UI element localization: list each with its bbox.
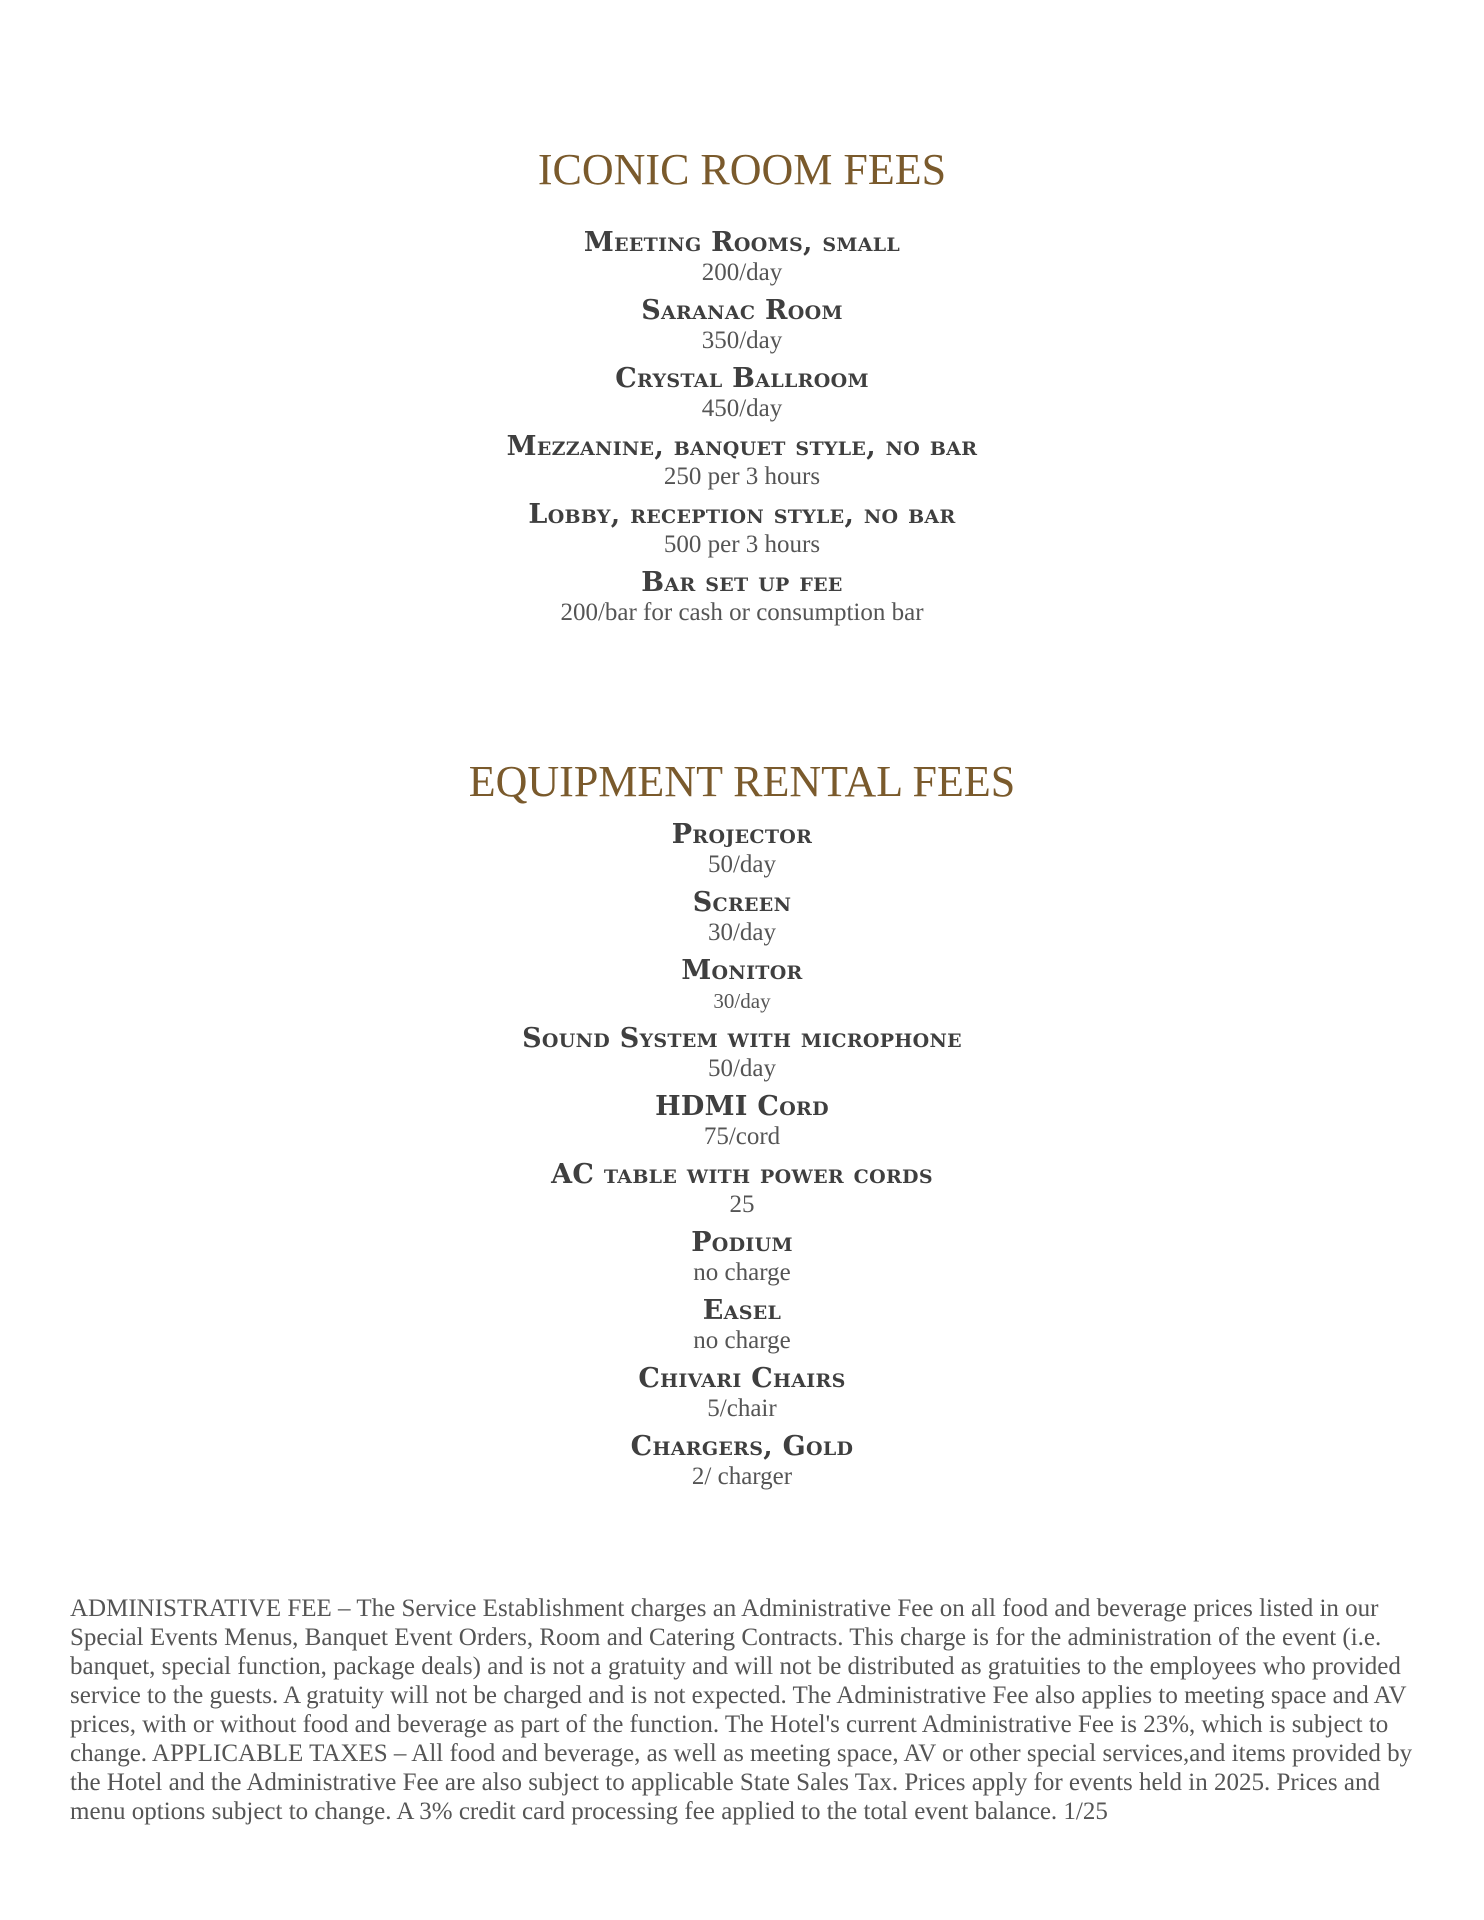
fee-item-name: Lobby, reception style, no bar xyxy=(528,499,956,530)
fee-item xyxy=(0,364,1484,424)
fee-item-name: Saranac Room xyxy=(641,295,843,326)
administrative-fee-notice: ADMINISTRATIVE FEE – The Service Establishment charges an Administrative Fee on all food and beverage prices listed in our Special Events Menus, Banquet Event Orders, Room and Catering Contracts. This charge is for the administration of the event (i.e. banquet, special function, package deals) and is not a gratuity and will not be distributed as gratuities to the employees who provided service to the guests. A gratuity will not be charged and is not expected. The Administrative Fee also applies to meeting space and AV prices, with or without food and beverage as part of the function. The Hotel's current Administrative Fee is 23%, which is subject to change. APPLICABLE TAXES – All food and beverage, as well as meeting space, AV or other special services,and items provided by the Hotel and the Administrative Fee are also subject to applicable State Sales Tax. Prices apply for events held in 2025. Prices and menu options subject to change. A 3% credit card processing fee applied to the total event balance. 1/25 xyxy=(70,1595,1413,1825)
fee-item xyxy=(0,1228,1484,1288)
fee-item xyxy=(0,432,1484,492)
fee-item-name: Screen xyxy=(692,887,792,918)
fee-item-name: HDMI Cord xyxy=(655,1091,829,1122)
fee-item-name: Mezzanine, banquet style, no bar xyxy=(506,431,978,462)
fee-item xyxy=(0,1432,1484,1492)
iconic-room-fees-title: ICONIC ROOM FEES xyxy=(537,145,947,194)
fee-item xyxy=(0,1024,1484,1084)
fee-item-price: 30/day xyxy=(713,989,771,1013)
fee-item-price: 250 per 3 hours xyxy=(663,463,821,490)
fee-item-name: Podium xyxy=(691,1227,793,1258)
fee-item xyxy=(0,888,1484,948)
fee-item-name: Chargers, Gold xyxy=(630,1431,854,1462)
fee-item xyxy=(0,296,1484,356)
fee-item-price: 450/day xyxy=(701,395,783,422)
fee-item-name: Projector xyxy=(671,819,813,850)
fee-item xyxy=(0,1160,1484,1220)
fee-item xyxy=(0,568,1484,628)
fee-item-name: Chivari Chairs xyxy=(638,1363,846,1394)
fee-item-price: 30/day xyxy=(707,919,777,946)
fee-item xyxy=(0,820,1484,880)
fee-item-price: no charge xyxy=(693,1259,791,1286)
fee-item-price: no charge xyxy=(693,1327,791,1354)
fee-item-price: 50/day xyxy=(707,1055,777,1082)
fee-item xyxy=(0,956,1484,1016)
iconic-room-fees-section xyxy=(0,140,1484,636)
fee-item xyxy=(0,228,1484,288)
fee-item-price: 200/bar for cash or consumption bar xyxy=(560,599,924,626)
fee-item-name: Sound System with microphone xyxy=(522,1023,962,1054)
fee-item-name: Easel xyxy=(702,1295,782,1326)
fee-item-name: Meeting Rooms, small xyxy=(583,227,901,258)
fee-item-name: Monitor xyxy=(681,955,803,986)
equipment-rental-fees-section xyxy=(0,752,1484,1500)
equipment-rental-fees-title: EQUIPMENT RENTAL FEES xyxy=(468,757,1016,806)
fee-item-price: 50/day xyxy=(707,851,777,878)
fee-item-price: 75/cord xyxy=(703,1123,781,1150)
fee-item xyxy=(0,1296,1484,1356)
fee-item-price: 5/chair xyxy=(707,1395,777,1422)
fee-item-price: 200/day xyxy=(701,259,783,286)
fee-item-price: 25 xyxy=(729,1191,755,1218)
fee-item xyxy=(0,500,1484,560)
fee-item-name: Bar set up fee xyxy=(641,567,843,598)
fee-item-price: 350/day xyxy=(701,327,783,354)
fee-item-price: 500 per 3 hours xyxy=(663,531,821,558)
fee-item xyxy=(0,1092,1484,1152)
fee-item-price: 2/ charger xyxy=(691,1463,793,1490)
fee-item-name: AC table with power cords xyxy=(551,1159,933,1190)
fee-item xyxy=(0,1364,1484,1424)
fee-item-name: Crystal Ballroom xyxy=(615,363,869,394)
